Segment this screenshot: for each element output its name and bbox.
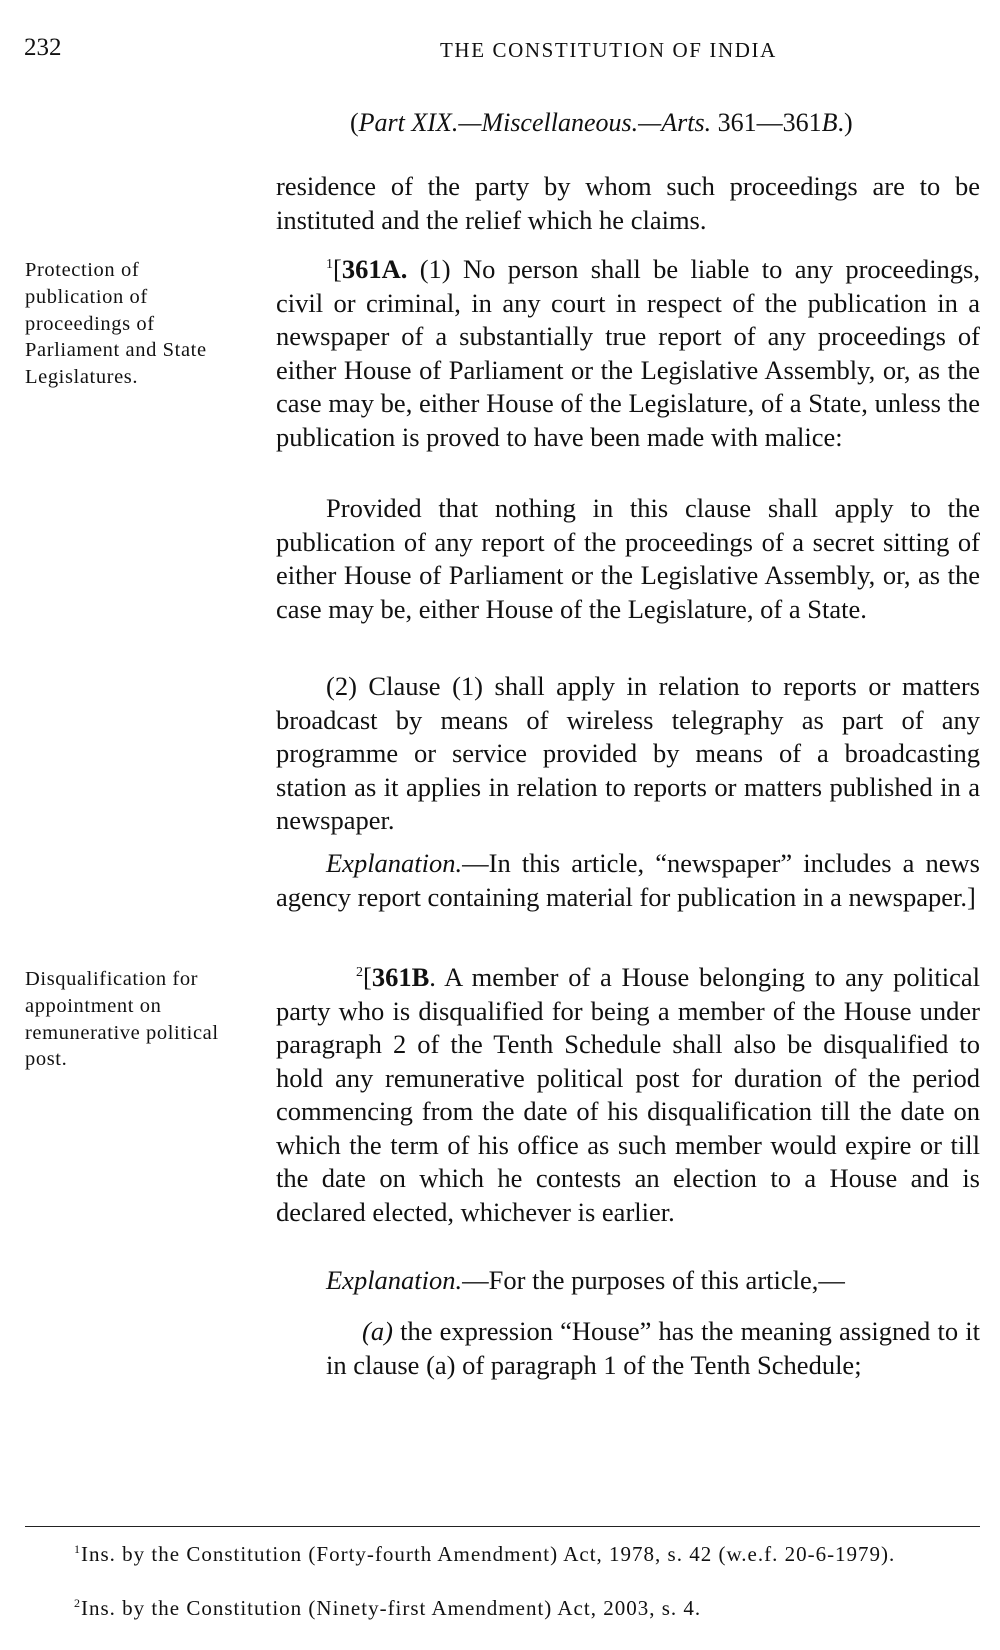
page-number: 232 [24,34,62,61]
margin-note-361b: Disqualification for appointment on remunerative political post. [25,968,219,1071]
part-close: .) [837,108,853,137]
footnote-marker-2: 2 [356,965,363,981]
part-range: 361—361 [711,108,822,137]
explanation-text: —In this article, “newspaper” includes a news agency report containing material for publication in a newspaper.] [276,848,980,912]
part-italic-1: Part XIX.—Miscellaneous.—Arts. [358,108,712,137]
article-361a-clause-2 [276,670,980,838]
explanation-label: Explanation. [326,1265,463,1295]
part-open: ( [350,108,359,137]
article-361a-clause-1 [276,253,980,454]
article-361b-text: . A member of a House belonging to any political party who is disqualified for being a member of the House under paragraph 2 of the Tenth Schedule shall also be disqualified to hold any remunerative political post for duration of the period commencing from the date of his disqualification till the date on which the term of his office as such member would expire or till the date on which he contests an election to a House and is declared elected, whichever is earlier. [276,962,980,1227]
margin-note-361a: Protection of publication of proceedings of Parliament and State Legislatures. [25,259,207,389]
article-361a-text: (1) No person shall be liable to any proceedings, civil or criminal, in any court in respect of the publication in a newspaper of a substantially true report of any proceedings of either House of Parliament or the Legislative Assembly, or, as the case may be, either House of the Legislature, of a State, unless the publication is proved to have been made with malice: [276,254,980,452]
continuation-paragraph [276,170,980,237]
article-361a-proviso [276,492,980,626]
bracket-open: [ [333,254,342,284]
explanation-label: Explanation. [326,848,463,878]
footnote-2-marker: 2 [74,1596,81,1610]
item-a-text: the expression “House” has the meaning assigned to it in clause (a) of paragraph 1 of the Tenth Schedule; [326,1316,980,1380]
footnote-divider [25,1526,980,1527]
running-title: THE CONSTITUTION OF INDIA [440,38,777,62]
article-361b-explanation [276,1264,980,1298]
footnote-1-text: Ins. by the Constitution (Forty-fourth Amendment) Act, 1978, s. 42 (w.e.f. 20-6-1979). [81,1542,896,1566]
explanation-text: —For the purposes of this article,— [462,1265,845,1295]
part-heading [350,108,853,138]
article-number-361a: 361A. [341,254,408,284]
proviso-text: Provided that nothing in this clause shall apply to the publication of any report of the proceedings of a secret sitting of either House of Parliament or the Legislative Assembly, or, as the case may be, either House of the Legislature, of a State. [276,493,980,624]
article-number-361b: 361B [371,962,430,992]
item-a-label: (a) [362,1316,393,1346]
footnote-1 [24,1541,980,1568]
footnote-2-text: Ins. by the Constitution (Ninety-first Amendment) Act, 2003, s. 4. [81,1596,702,1620]
bracket-open: [ [363,962,372,992]
clause-2-text: (2) Clause (1) shall apply in relation to reports or matters broadcast by means of wireless telegraphy as part of any programme or service provided by means of a broadcasting station as it applies in relation to reports or matters published in a newspaper. [276,671,980,835]
footnote-marker-1: 1 [326,257,333,273]
footnote-1-marker: 1 [74,1542,81,1556]
explanation-item-a [326,1315,980,1382]
article-361b [276,961,980,1229]
continuation-text: residence of the party by whom such proceedings are to be instituted and the relief which he claims. [276,171,980,235]
part-italic-2: B [821,108,838,137]
footnote-2 [24,1595,980,1622]
article-361a-explanation [276,847,980,914]
